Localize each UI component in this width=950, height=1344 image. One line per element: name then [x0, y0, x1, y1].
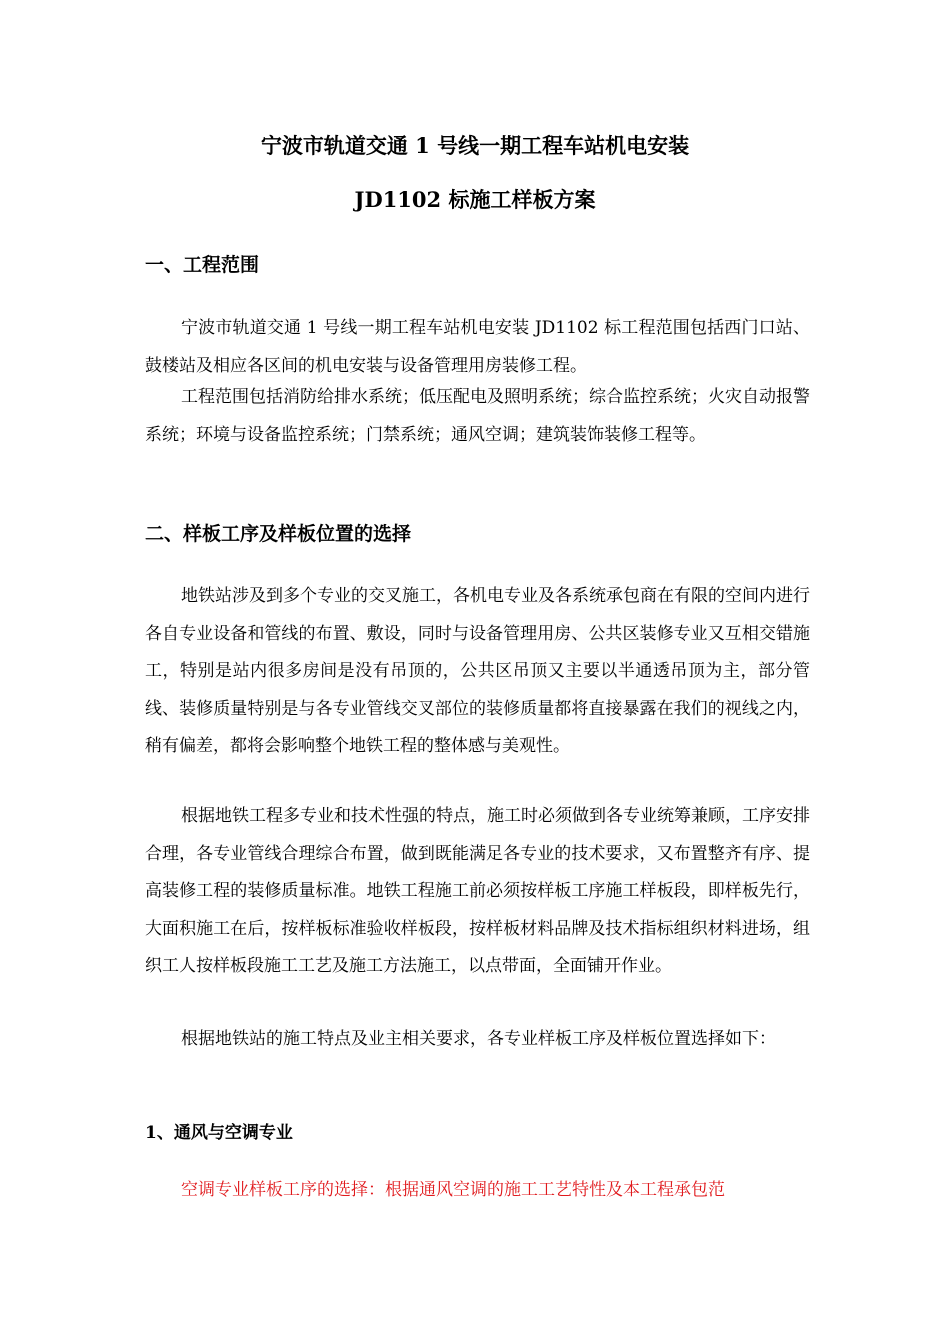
sample-paragraph-3: 根据地铁站的施工特点及业主相关要求，各专业样板工序及样板位置选择如下：: [181, 1029, 776, 1049]
section-heading-scope: 一、工程范围: [145, 254, 260, 276]
document-title-line-1: 宁波市轨道交通 1 号线一期工程车站机电安装: [260, 133, 690, 158]
document-title-line-2: JD1102 标施工样板方案: [354, 187, 596, 212]
section-heading-sample-selection: 二、样板工序及样板位置的选择: [145, 523, 412, 545]
scope-paragraph-1: 宁波市轨道交通 1 号线一期工程车站机电安装 JD1102 标工程范围包括西门口站、鼓楼站及相应各区间的机电安装与设备管理用房装修工程。: [145, 318, 810, 376]
sample-paragraph-2: 根据地铁工程多专业和技术性强的特点，施工时必须做到各专业统筹兼顾，工序安排合理，各专业管线合理综合布置，做到既能满足各专业的技术要求，又布置整齐有序、提高装修工程的装修质量标准。地铁工程施工前必须按样板工序施工样板段，即样板先行，大面积施工在后，按样板标准验收样板段，按样板材料品牌及技术指标组织材料进场，组织工人按样板段施工工艺及施工方法施工，以点带面，全面铺开作业。: [145, 806, 810, 976]
scope-paragraph-2: 工程范围包括消防给排水系统；低压配电及照明系统；综合监控系统；火灾自动报警系统；环境与设备监控系统；门禁系统；通风空调；建筑装饰装修工程等。: [145, 387, 810, 445]
subsection-heading-hvac: 1、通风与空调专业: [145, 1123, 293, 1143]
hvac-highlight-paragraph: 空调专业样板工序的选择：根据通风空调的施工工艺特性及本工程承包范: [181, 1180, 725, 1200]
sample-paragraph-1: 地铁站涉及到多个专业的交叉施工，各机电专业及各系统承包商在有限的空间内进行各自专业设备和管线的布置、敷设，同时与设备管理用房、公共区装修专业又互相交错施工，特别是站内很多房间是没有吊顶的，公共区吊顶又主要以半通透吊顶为主，部分管线、装修质量特别是与各专业管线交叉部位的装修质量都将直接暴露在我们的视线之内，稍有偏差，都将会影响整个地铁工程的整体感与美观性。: [145, 586, 810, 756]
